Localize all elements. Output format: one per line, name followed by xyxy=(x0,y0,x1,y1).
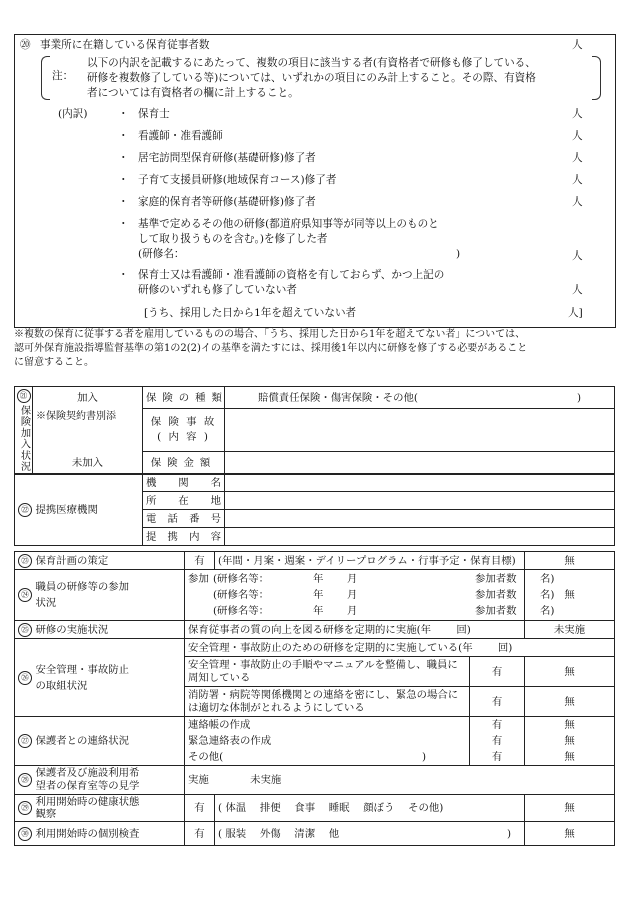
safety-row-3-line-2: は適切な体制がとれるようにしている xyxy=(188,701,365,714)
item-unit: 人 xyxy=(572,152,583,164)
safety-row-3 xyxy=(185,687,470,717)
footnote-line-2: 認可外保育施設指導監督基準の第1の2(2)イの基準を満たすには、採用後1年以内に研修を修了する必要があること xyxy=(14,343,528,354)
training-participation-no-option[interactable]: 無 xyxy=(525,570,615,621)
safety-row-1-text: 安全管理・事故防止のための研修を定期的に実施している(年 xyxy=(188,641,473,654)
note-line-1: 以下の内訳を記載するにあたって、複数の項目に該当する者(有資格者で研修も修了している、 xyxy=(87,57,536,69)
item-unit: 人 xyxy=(572,196,583,208)
item-unit: 人 xyxy=(572,250,583,262)
training-row-2-name[interactable]: (研修名等： xyxy=(213,589,270,601)
individual-check-items: ( 服装 外傷 清潔 他 xyxy=(218,827,340,840)
parent-contact-item-1: 連絡帳の作成 xyxy=(185,717,470,734)
item-number: ㉑ xyxy=(17,389,31,403)
medical-field-address: 所在地 xyxy=(143,492,225,510)
parent-contact-2-no-option[interactable]: 無 xyxy=(525,733,615,749)
item-other-training-name-field[interactable]: (研修名： xyxy=(138,248,185,260)
plan-yes-option[interactable]: 有 xyxy=(185,552,215,570)
plan-number-cell xyxy=(15,552,33,570)
item-nurse: 看護師・准看護師 xyxy=(138,130,223,142)
operations-table xyxy=(14,551,615,846)
safety-row-2-no-option[interactable]: 無 xyxy=(525,657,615,687)
individual-check-detail xyxy=(215,822,525,846)
bullet: ・ xyxy=(118,152,129,164)
parent-contact-number-cell xyxy=(15,717,33,766)
insurance-attach-note: ※保険契約書別添 xyxy=(33,409,143,452)
health-check-yes-option[interactable]: 有 xyxy=(185,795,215,822)
training-row-2-month: 月 xyxy=(347,589,358,601)
training-participation-number-cell xyxy=(15,570,33,621)
safety-label xyxy=(33,639,185,717)
bullet: ・ xyxy=(118,196,129,208)
training-row-1-unit: 名) xyxy=(540,573,555,585)
visit-label xyxy=(33,766,185,795)
insurance-amount-label: 保険金額 xyxy=(143,452,225,474)
item-unqualified-within-year: [うち、採用した日から1年を超えていない者 xyxy=(144,307,357,319)
plan-detail: (年間・月案・週案・デイリープログラム・行事予定・保育目標) xyxy=(215,552,525,570)
section-20-total-unit: 人 xyxy=(572,39,583,51)
note-bracket-right xyxy=(592,56,601,100)
footnote-line-3: に留意すること。 xyxy=(14,357,94,368)
visit-number-cell xyxy=(15,766,33,795)
insurance-type-label: 保険の種類 xyxy=(143,387,225,409)
item-unqualified-line-1: 保育士又は看護師・准看護師の資格を有しておらず、かつ上記の xyxy=(138,269,445,281)
visit-options xyxy=(185,766,615,795)
bullet: ・ xyxy=(118,218,129,230)
medical-table xyxy=(14,473,615,546)
parent-contact-other: その他( xyxy=(188,751,224,763)
bullet: ・ xyxy=(118,130,129,142)
label-line-1: 安全管理・事故防止 xyxy=(35,663,130,676)
parent-contact-2-yes-option[interactable]: 有 xyxy=(470,733,525,749)
breakdown-label: (内訳) xyxy=(58,108,88,120)
section-20-number: ⑳ xyxy=(20,39,31,51)
footnote-line-1: ※複数の保育に従事する者を雇用しているものの場合、「うち、採用した日から1年を超えてない者」については、 xyxy=(14,329,526,340)
item-number: ㉚ xyxy=(18,827,32,841)
section-20-title: 事業所に在籍している保育従事者数 xyxy=(40,39,210,51)
medical-address-value[interactable] xyxy=(225,492,615,510)
safety-row-1-times: 回) xyxy=(497,641,513,654)
item-number: ㉖ xyxy=(18,671,32,685)
parent-contact-1-yes-option[interactable]: 有 xyxy=(470,717,525,734)
visit-not-done-option[interactable]: 未実施 xyxy=(250,774,282,786)
training-participation-label xyxy=(33,570,185,621)
plan-no-option[interactable]: 無 xyxy=(525,552,615,570)
training-row-1-count: 参加者数 xyxy=(475,573,517,585)
item-other-training-line-1: 基準で定めるその他の研修(都道府県知事等が同等以上のものと xyxy=(138,218,439,230)
note-line-2: 研修を複数修了している等)については、いずれかの項目にのみ計上すること。その際、有資格 xyxy=(87,72,536,84)
item-hoikushi: 保育士 xyxy=(138,108,170,120)
training-impl-number-cell xyxy=(15,621,33,639)
item-number: ㉓ xyxy=(18,554,32,568)
safety-row-3-no-option[interactable]: 無 xyxy=(525,687,615,717)
health-check-label xyxy=(33,795,185,822)
parent-contact-1-no-option[interactable]: 無 xyxy=(525,717,615,734)
parent-contact-3-no-option[interactable]: 無 xyxy=(525,749,615,766)
label-line-2: 望者の保育室等の見学 xyxy=(35,780,140,792)
item-number: ㉒ xyxy=(18,503,32,517)
medical-content-value[interactable] xyxy=(225,528,615,546)
training-row-3-month: 月 xyxy=(347,605,358,617)
safety-row-3-yes-option[interactable]: 有 xyxy=(470,687,525,717)
medical-field-phone: 電話番号 xyxy=(143,510,225,528)
medical-name-value[interactable] xyxy=(225,474,615,492)
item-unit-bracket: 人] xyxy=(568,307,583,319)
item-number: ㉔ xyxy=(18,588,32,602)
medical-number-cell xyxy=(15,474,33,546)
safety-row-2-line-1: 安全管理・事故防止の手順やマニュアルを整備し、職員に xyxy=(188,658,458,671)
safety-row-2 xyxy=(185,657,470,687)
medical-field-content: 提携内容 xyxy=(143,528,225,546)
item-childcare-support-training: 子育て支援員研修(地域保育コース)修了者 xyxy=(138,174,337,186)
label-line-1: 保護者及び施設利用希 xyxy=(35,767,140,779)
training-row-3-name[interactable]: (研修名等： xyxy=(213,605,270,617)
label-line-2: 観察 xyxy=(35,808,57,820)
medical-field-name: 機関名 xyxy=(143,474,225,492)
item-number: ㉘ xyxy=(18,773,32,787)
training-impl-text: 保育従事者の質の向上を図る研修を定期的に実施(年 xyxy=(188,623,432,636)
safety-number-cell xyxy=(15,639,33,717)
accident-label-line-1: 保 険 事 故 xyxy=(150,416,217,429)
label-line-1: 職員の研修等の参加 xyxy=(35,581,130,593)
insurance-joined-option[interactable]: 加入 xyxy=(33,387,143,409)
bullet: ・ xyxy=(118,174,129,186)
safety-row-1[interactable] xyxy=(185,639,615,657)
note-line-3: 者については有資格者の欄に計上すること。 xyxy=(87,87,299,99)
insurance-medical-table xyxy=(14,386,615,475)
parent-contact-item-3[interactable] xyxy=(185,749,470,766)
medical-phone-value[interactable] xyxy=(225,510,615,528)
bullet: ・ xyxy=(118,108,129,120)
insurance-amount-value[interactable] xyxy=(225,452,615,474)
parent-contact-label: 保護者との連絡状況 xyxy=(33,717,185,766)
item-number: ㉗ xyxy=(18,734,32,748)
parent-contact-item-2: 緊急連絡表の作成 xyxy=(185,733,470,749)
training-impl-times: 回) xyxy=(456,623,471,636)
item-number: ㉕ xyxy=(18,623,32,637)
training-impl-label: 研修の実施状況 xyxy=(33,621,185,639)
safety-row-2-yes-option[interactable]: 有 xyxy=(470,657,525,687)
insurance-type-close: ) xyxy=(576,391,581,404)
individual-check-label: 利用開始時の個別検査 xyxy=(33,822,185,846)
medical-label: 提携医療機関 xyxy=(33,474,143,546)
item-unqualified-line-2: 研修のいずれも修了していない者 xyxy=(138,284,297,296)
health-check-no-option[interactable]: 無 xyxy=(525,795,615,822)
health-check-detail: ( 体温 排便 食事 睡眠 顔ぼう その他) xyxy=(215,795,525,822)
bullet: ・ xyxy=(118,269,129,281)
insurance-accident-label xyxy=(143,409,225,452)
health-check-number-cell xyxy=(15,795,33,822)
training-row-1-month: 月 xyxy=(347,573,358,585)
individual-check-number-cell xyxy=(15,822,33,846)
insurance-vertical-label: 保険加入状況 xyxy=(18,405,30,473)
parent-contact-3-yes-option[interactable]: 有 xyxy=(470,749,525,766)
label-line-2: 状況 xyxy=(35,597,57,609)
item-unit: 人 xyxy=(572,108,583,120)
training-impl-detail[interactable] xyxy=(185,621,525,639)
training-row-2-unit: 名) xyxy=(540,589,555,601)
accident-label-line-2: ( 内 容 ) xyxy=(157,431,210,444)
item-unit: 人 xyxy=(572,284,583,296)
training-row-3-count: 参加者数 xyxy=(475,605,517,617)
note-bracket-left xyxy=(41,56,50,100)
individual-check-yes-option[interactable]: 有 xyxy=(185,822,215,846)
training-name-close: ) xyxy=(456,248,461,260)
label-line-1: 利用開始時の健康状態 xyxy=(35,796,140,808)
individual-check-close: ) xyxy=(506,827,512,840)
item-home-daycare-training: 家庭的保育者等研修(基礎研修)修了者 xyxy=(138,196,316,208)
note-label: 注： xyxy=(52,70,74,82)
training-participate-option[interactable]: 参加 xyxy=(188,573,209,585)
item-other-training-line-2: して取り扱うものを含む。)を修了した者 xyxy=(138,233,328,245)
insurance-type-value: 賠償責任保険・傷害保険・その他( xyxy=(258,391,418,404)
visit-done-option[interactable]: 実施 xyxy=(188,774,209,786)
training-row-3-unit: 名) xyxy=(540,605,555,617)
training-row-1-year: 年 xyxy=(313,573,324,585)
training-impl-no-option[interactable]: 未実施 xyxy=(525,621,615,639)
training-row-2-year: 年 xyxy=(313,589,324,601)
item-number: ㉙ xyxy=(18,801,32,815)
training-participation-detail xyxy=(185,570,555,621)
insurance-type-cell[interactable] xyxy=(225,387,615,409)
insurance-label-cell xyxy=(15,387,33,475)
insurance-not-joined-option[interactable]: 未加入 xyxy=(33,452,143,474)
item-home-visit-training: 居宅訪問型保育研修(基礎研修)修了者 xyxy=(138,152,316,164)
training-row-3-year: 年 xyxy=(313,605,324,617)
label-line-2: の取組状況 xyxy=(35,679,88,692)
plan-label: 保育計画の策定 xyxy=(33,552,185,570)
parent-contact-other-close: ) xyxy=(421,751,426,763)
item-unit: 人 xyxy=(572,174,583,186)
safety-row-3-line-1: 消防署・病院等関係機関との連絡を密にし、緊急の場合に xyxy=(188,688,459,701)
safety-row-2-line-2: 周知している xyxy=(188,671,251,684)
individual-check-no-option[interactable]: 無 xyxy=(525,822,615,846)
training-row-2-count: 参加者数 xyxy=(475,589,517,601)
training-row-1-name[interactable]: (研修名等： xyxy=(213,573,270,585)
item-unit: 人 xyxy=(572,130,583,142)
insurance-accident-value[interactable] xyxy=(225,409,615,452)
